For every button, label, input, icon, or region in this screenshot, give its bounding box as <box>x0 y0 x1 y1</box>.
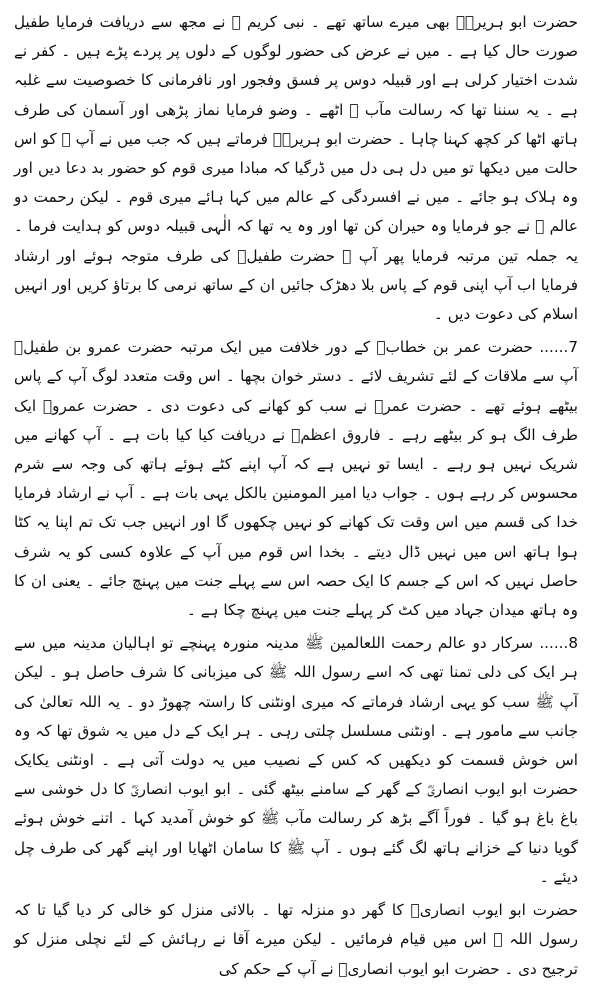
paragraph-8-madina: 8...... سرکار دو عالم رحمت اللعالمین ﷺ مدینہ منورہ پہنچے تو اہالیان مدینہ میں سے ہر ایک کی دلی تمنا تھی کہ اسے رسول اللہ ﷺ کی میزبانی کا شرف حاصل ہو ۔ لیکن آپ ﷺ سب کو یہی ارشاد فرماتے کہ میری اونٹنی کا راستہ چھوڑ دو ۔ یہ اللہ تعالیٰ کی جانب سے مامور ہے ۔ اونٹنی مسلسل چلتی رہی ۔ ہر ایک کے دل میں یہ شوق تھا کہ وہ اس خوش قسمت کو دیکھیں کہ کس کے نصیب میں یہ دولت آتی ہے ۔ اونٹنی یکایک حضرت ابو ایوب انصاریؓ کے گھر کے سامنے بیٹھ گئی ۔ ابو ایوب انصاریؓ کا دل خوشی سے باغ باغ ہو گیا ۔ فوراً آگے بڑھ کر رسالت مآب ﷺ کو خوش آمدید کہا ۔ اتنے خوش ہوئے گویا دنیا کے خزانے ہاتھ لگ گئے ہوں ۔ آپ ﷺ کا سامان اٹھایا اور اپنے گھر کی طرف چل دیئے ۔ <box>14 634 578 886</box>
paragraph-7-umar: 7...... حضرت عمر بن خطابؓ کے دور خلافت میں ایک مرتبہ حضرت عمرو بن طفیلؓ آپ سے ملاقات کے لئے تشریف لائے ۔ دستر خوان بچھا ۔ اس وقت متعدد لوگ آپ کے پاس بیٹھے ہوئے تھے ۔ حضرت عمرؓ نے سب کو کھانے کی دعوت دی ۔ حضرت عمروؓ ایک طرف الگ ہو کر بیٹھے رہے ۔ فاروق اعظمؓ نے دریافت کیا کیا بات ہے ۔ آپ کھانے میں شریک نہیں ہو رہے ۔ ایسا تو نہیں ہے کہ آپ اپنے کٹے ہوئے ہاتھ کی وجہ سے شرم محسوس کر رہے ہوں ۔ جواب دیا امیر المومنین بالکل یہی بات ہے ۔ آپ نے ارشاد فرمایا خدا کی قسم میں اس وقت تک کھانے کو نہیں چکھوں گا اور انہیں جب تک تم اپنا یہ کٹا ہوا ہاتھ اس میں نہیں ڈال دیتے ۔ بخدا اس قوم میں آپ کے علاوہ کسی کو یہ شرف حاصل نہیں کہ اس کے جسم کا ایک حصہ اس سے پہلے جنت میں پہنچ جائے ۔ یعنی ان کا وہ ہاتھ میدان جہاد میں کٹ کر پہلے جنت میں پہنچ چکا ہے ۔ <box>14 338 578 620</box>
paragraph-tufail-story: حضرت ابو ہریرہؓ بھی میرے ساتھ تھے ۔ نبی کریم ﷺ نے مجھ سے دریافت فرمایا طفیل صورت حال کیا ہے ۔ میں نے عرض کی حضور لوگوں کے دلوں پر پردے پڑے ہیں ۔ کفر نے شدت اختیار کرلی ہے اور قبیلہ دوس پر فسق وفجور اور نافرمانی کا خصوصیت سے غلبہ ہے ۔ یہ سننا تھا کہ رسالت مآب ﷺ اٹھے ۔ وضو فرمایا نماز پڑھی اور آسمان کی طرف ہاتھ اٹھا کر کچھ کہنا چاہا ۔ حضرت ابو ہریرہؓ فرماتے ہیں کہ جب میں نے آپ ﷺ کو اس حالت میں دیکھا تو میں دل ہی دل میں ڈرگیا کہ مبادا میری قوم کو حضور بد دعا دیں اور وہ ہلاک ہو جائے ۔ میں نے افسردگی کے عالم میں کہا ہائے میری قوم ۔ لیکن رحمت دو عالم ﷺ نے جو فرمایا وہ حیران کن تھا اور وہ یہ تھا کہ الٰہی قبیلہ دوس کو ہدایت فرما ۔ یہ جملہ تین مرتبہ فرمایا پھر آپ ﷺ حضرت طفیلؓ کی طرف متوجہ ہوئے اور ارشاد فرمایا اب آپ اپنی قوم کے پاس بلا دھڑک جائیں ان کے ساتھ نرمی کا برتاؤ کریں اور انہیں اسلام کی دعوت دیں ۔ <box>14 13 578 324</box>
paragraph-abu-ayyub-house: حضرت ابو ایوب انصاریؓ کا گھر دو منزلہ تھا ۔ بالائی منزل کو خالی کر دیا گیا تا کہ رسول اللہ ﷺ اس میں قیام فرمائیں ۔ لیکن میرے آقا نے رہائش کے لئے نچلی منزل کو ترجیح دی ۔ حضرت ابو ایوب انصاریؓ نے آپ کے حکم کی <box>14 901 578 978</box>
